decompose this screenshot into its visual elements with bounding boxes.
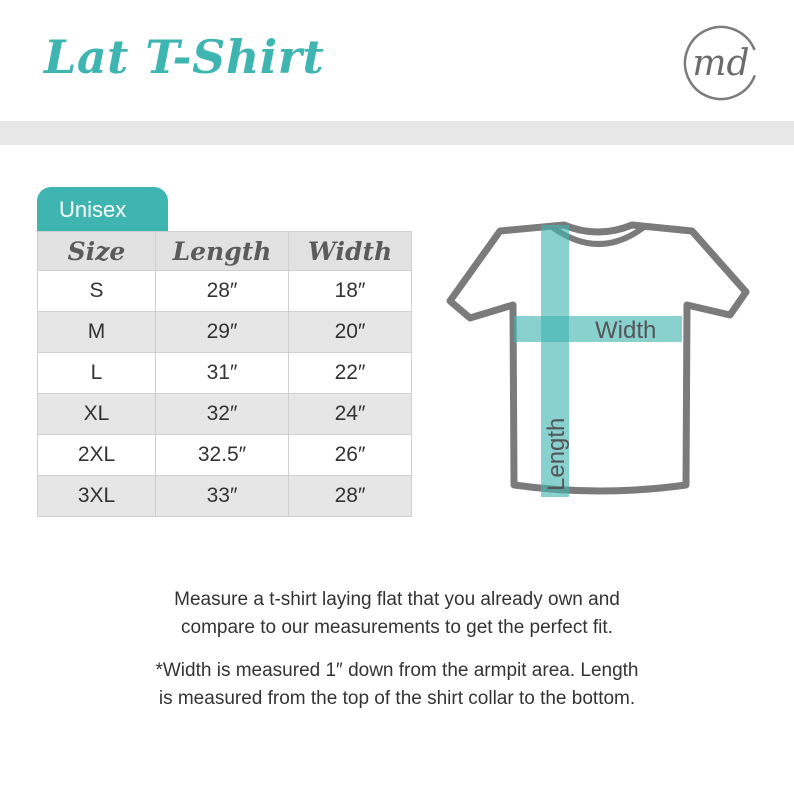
- size-cell: XL: [38, 394, 156, 435]
- table-row: [38, 394, 412, 435]
- length-cell: 28″: [156, 271, 289, 312]
- size-cell: M: [38, 312, 156, 353]
- brand-logo: [680, 22, 762, 104]
- unisex-tab: Unisex: [37, 187, 168, 233]
- tshirt-outline: [450, 225, 746, 491]
- table-header-row: [38, 232, 412, 271]
- length-cell: 33″: [156, 476, 289, 517]
- column-header-length: Length: [156, 232, 289, 271]
- table-row: [38, 353, 412, 394]
- table-row: [38, 312, 412, 353]
- instructions-line-2: compare to our measurements to get the perfect fit.: [181, 617, 613, 638]
- size-cell: 2XL: [38, 435, 156, 476]
- length-label: Length: [543, 417, 570, 491]
- width-cell: 26″: [289, 435, 412, 476]
- footnote-line-2: is measured from the top of the shirt collar to the bottom.: [158, 688, 636, 709]
- length-cell: 29″: [156, 312, 289, 353]
- width-cell: 24″: [289, 394, 412, 435]
- instructions-line-1: Measure a t-shirt laying flat that you already own and: [174, 589, 620, 610]
- size-cell: 3XL: [38, 476, 156, 517]
- width-cell: 18″: [289, 271, 412, 312]
- column-header-size: Size: [38, 232, 156, 271]
- width-cell: 20″: [289, 312, 412, 353]
- length-cell: 32″: [156, 394, 289, 435]
- size-cell: S: [38, 271, 156, 312]
- length-cell: 32.5″: [156, 435, 289, 476]
- width-cell: 22″: [289, 353, 412, 394]
- width-cell: 28″: [289, 476, 412, 517]
- page-title: Lat T-Shirt: [44, 30, 325, 84]
- header-divider-band: [0, 121, 794, 145]
- footnote-line-1: *Width is measured 1″ down from the armpit area. Length: [155, 660, 639, 681]
- table-row: [38, 476, 412, 517]
- logo-text: md: [692, 43, 750, 84]
- table-row: [38, 271, 412, 312]
- table-row: [38, 435, 412, 476]
- tshirt-measurement-diagram: [440, 215, 760, 505]
- length-cell: 31″: [156, 353, 289, 394]
- size-chart-table: [37, 231, 412, 517]
- size-cell: L: [38, 353, 156, 394]
- column-header-width: Width: [289, 232, 412, 271]
- width-label: Width: [595, 317, 657, 344]
